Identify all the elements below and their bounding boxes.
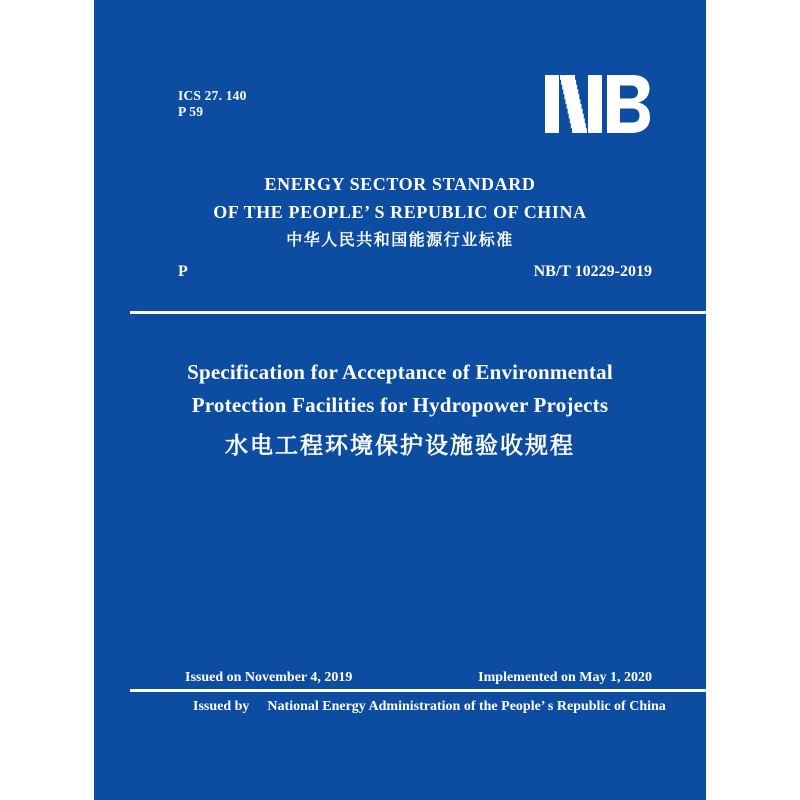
doc-class-code: P 59 — [178, 104, 204, 119]
implemented-on-date: Implemented on May 1, 2020 — [478, 670, 652, 685]
header-line-zh: 中华人民共和国能源行业标准 — [286, 232, 514, 249]
title-line2-en: Protection Facilities for Hydropower Projects — [191, 393, 609, 417]
ics-code: ICS 27. 140 — [178, 88, 247, 103]
issued-by-value: National Energy Administration of the People’ s Republic of China — [267, 699, 666, 714]
bottom-divider-rule — [130, 689, 706, 692]
issued-by-label: Issued by — [193, 699, 250, 714]
standard-number: NB/T 10229-2019 — [533, 263, 652, 280]
standard-number-row — [178, 262, 652, 282]
classification-codes — [178, 88, 247, 120]
dates-row — [185, 668, 652, 688]
standard-header — [94, 170, 706, 254]
blue-cover — [94, 0, 706, 800]
p-label: P — [178, 263, 188, 280]
nb-logo-svg — [545, 75, 650, 133]
top-divider-rule — [130, 311, 706, 314]
title-line1-en: Specification for Acceptance of Environmental — [187, 360, 613, 384]
document-title — [94, 356, 706, 462]
header-line1-en: ENERGY SECTOR STANDARD — [264, 174, 536, 194]
header-line2-en: OF THE PEOPLE’ S REPUBLIC OF CHINA — [213, 202, 587, 222]
nb-logo-icon — [545, 75, 650, 133]
title-zh: 水电工程环境保护设施验收规程 — [225, 433, 575, 458]
issued-by-row — [193, 697, 686, 717]
issued-on-date: Issued on November 4, 2019 — [185, 670, 353, 685]
